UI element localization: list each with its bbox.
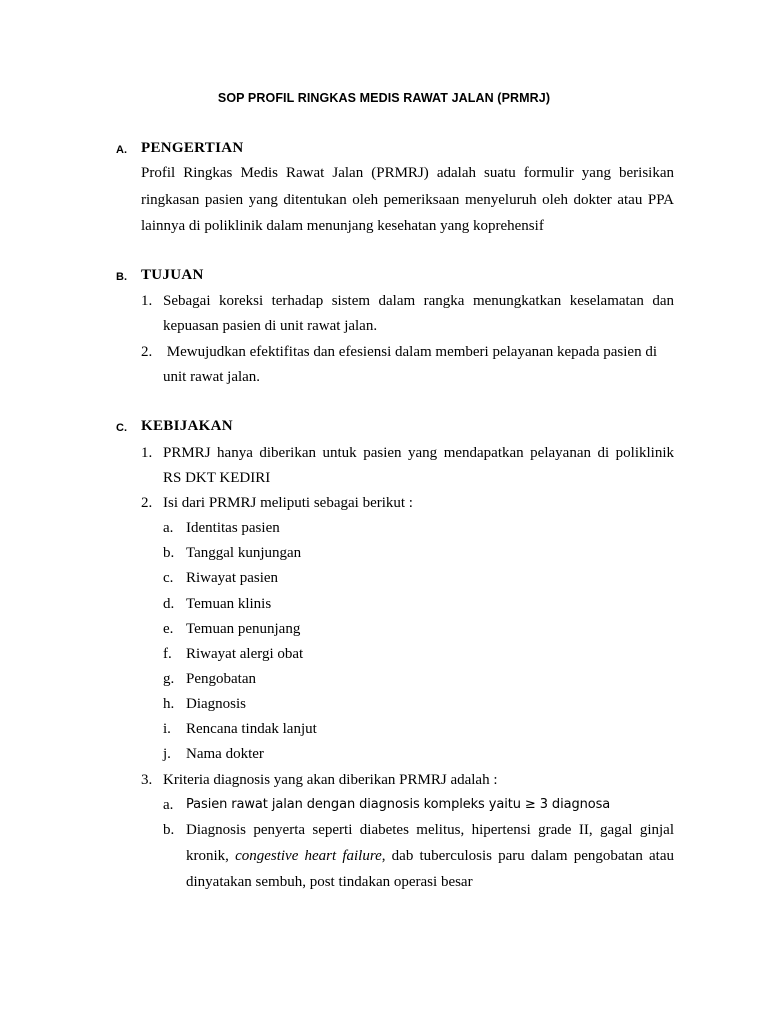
section-a-line-3: lainnya di poliklinik dalam menunjang kesehatan yang koprehensif <box>141 218 544 234</box>
list-item-text: Rencana tindak lanjut <box>186 721 317 737</box>
kebijakan-item-1-number: 1. <box>141 445 153 461</box>
list-item-letter: f. <box>163 646 172 662</box>
kebijakan-item-3-number: 3. <box>141 772 153 788</box>
list-item-text: Riwayat pasien <box>186 570 279 586</box>
list-item-text: Nama dokter <box>186 746 264 762</box>
tujuan-item-2-number: 2. <box>141 344 153 360</box>
kebijakan-item-3-text: Kriteria diagnosis yang akan diberikan PRMRJ adalah : <box>163 772 498 788</box>
section-a-letter: A. <box>116 144 127 156</box>
criteria-b-letter: b. <box>163 822 175 838</box>
list-item-text: Riwayat alergi obat <box>186 646 304 662</box>
kebijakan-item-1-line-1: PRMRJ hanya diberikan untuk pasien yang mendapatkan pelayanan di poliklinik <box>163 445 674 461</box>
section-c-heading: KEBIJAKAN <box>141 418 233 434</box>
list-item-text: Diagnosis <box>186 696 246 712</box>
list-item-text: Tanggal kunjungan <box>186 545 302 561</box>
list-item-letter: b. <box>163 545 175 561</box>
kebijakan-item-2-text: Isi dari PRMRJ meliputi sebagai berikut : <box>163 495 413 511</box>
kebijakan-item-1-line-2: RS DKT KEDIRI <box>163 470 271 486</box>
criteria-b-line-1: Diagnosis penyerta seperti diabetes melitus, hipertensi grade II, gagal ginjal <box>186 822 674 838</box>
document-title: SOP PROFIL RINGKAS MEDIS RAWAT JALAN (PRMRJ) <box>217 91 551 105</box>
list-item-letter: a. <box>163 520 174 536</box>
criteria-a-letter: a. <box>163 797 174 813</box>
tujuan-item-1-number: 1. <box>141 293 153 309</box>
list-item-letter: j. <box>163 746 171 762</box>
criteria-b-line-3: dinyatakan sembuh, post tindakan operasi besar <box>186 874 473 890</box>
criteria-b-line-2-italic: congestive heart failure <box>235 848 382 864</box>
kebijakan-item-2-number: 2. <box>141 495 153 511</box>
criteria-b-line-2-post: , dab tuberculosis paru dalam pengobatan atau <box>381 848 674 864</box>
list-item-text: Identitas pasien <box>186 520 280 536</box>
list-item-text: Temuan klinis <box>186 596 272 612</box>
tujuan-item-1-line-2: kepuasan pasien di unit rawat jalan. <box>163 318 378 334</box>
criteria-b-line-2 <box>186 847 674 865</box>
list-item-letter: e. <box>163 621 174 637</box>
list-item-text: Temuan penunjang <box>186 621 301 637</box>
section-a-line-2: ringkasan pasien yang ditentukan oleh pemeriksaan menyeluruh oleh dokter atau PPA <box>141 192 674 208</box>
list-item-letter: i. <box>163 721 171 737</box>
section-a-heading: PENGERTIAN <box>141 140 244 156</box>
criteria-b-line-2-pre: kronik, <box>186 848 236 864</box>
list-item-letter: d. <box>163 596 175 612</box>
tujuan-item-2-line-1: Mewujudkan efektifitas dan efesiensi dalam memberi pelayanan kepada pasien di <box>163 344 657 360</box>
criteria-a-text: Pasien rawat jalan dengan diagnosis kompleks yaitu ≥ 3 diagnosa <box>186 797 611 812</box>
list-item-text: Pengobatan <box>186 671 256 687</box>
tujuan-item-1-line-1: Sebagai koreksi terhadap sistem dalam rangka menungkatkan keselamatan dan <box>163 293 674 309</box>
list-item-letter: g. <box>163 671 175 687</box>
section-b-heading: TUJUAN <box>141 267 204 283</box>
section-c-letter: C. <box>116 422 127 434</box>
section-b-letter: B. <box>116 271 127 283</box>
list-item-letter: c. <box>163 570 174 586</box>
section-a-line-1: Profil Ringkas Medis Rawat Jalan (PRMRJ) adalah suatu formulir yang berisikan <box>141 165 674 181</box>
tujuan-item-2-line-2: unit rawat jalan. <box>163 369 261 385</box>
list-item-letter: h. <box>163 696 175 712</box>
